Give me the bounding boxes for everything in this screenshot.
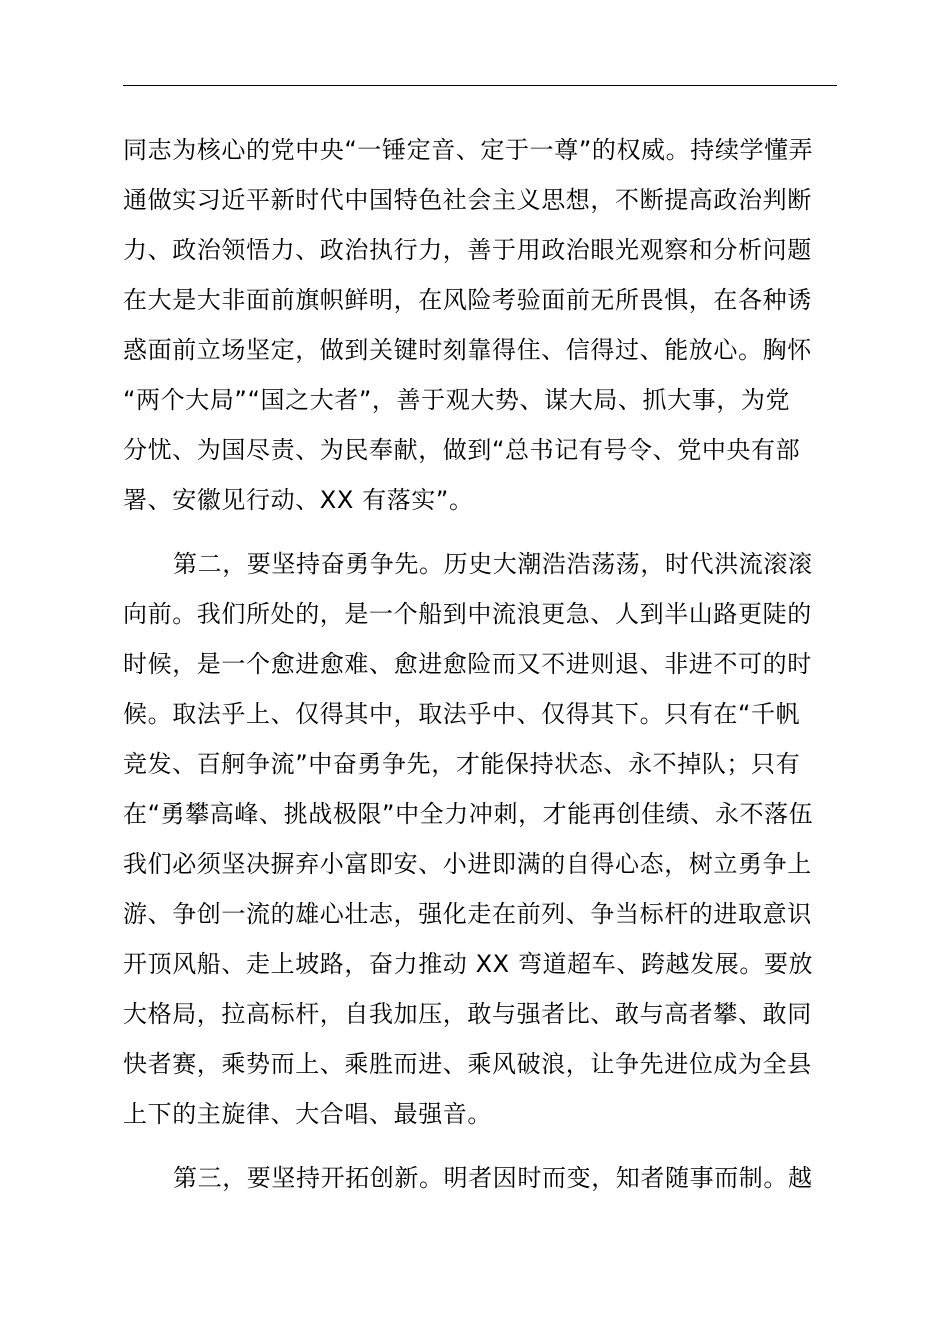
paragraph-1 [123, 125, 839, 525]
paragraph-2 [123, 539, 839, 1139]
text-line: 竞发、百舸争流”中奋勇争先，才能保持状态、永不掉队；只有 [123, 750, 801, 778]
text-line: 开顶风船、走上坡路，奋力推动 XX 弯道超车、跨越发展。要放 [123, 950, 814, 978]
text-line: 署、安徽见行动、XX 有落实”。 [123, 486, 474, 514]
text-line: 上下的主旋律、大合唱、最强音。 [123, 1100, 492, 1128]
text-line: 第二，要坚持奋勇争先。历史大潮浩浩荡荡，时代洪流滚滚 [173, 550, 813, 578]
text-line: 通做实习近平新时代中国特色社会主义思想，不断提高政治判断 [123, 186, 812, 214]
text-line: 大格局，拉高标杆，自我加压，敢与强者比、敢与高者攀、敢同 [123, 1000, 812, 1028]
paragraph-3 [123, 1153, 839, 1203]
text-line: 快者赛，乘势而上、乘胜而进、乘风破浪，让争先进位成为全县 [123, 1050, 812, 1078]
text-line: 候。取法乎上、仅得其中，取法乎中、仅得其下。只有在“千帆 [123, 700, 801, 728]
text-line: 向前。我们所处的，是一个船到中流浪更急、人到半山路更陡的 [123, 600, 812, 628]
paragraph-gap [123, 525, 839, 539]
text-line: 在大是大非面前旗帜鲜明，在风险考验面前无所畏惧，在各种诱 [123, 286, 812, 314]
header-rule [123, 85, 837, 86]
text-line: 力、政治领悟力、政治执行力，善于用政治眼光观察和分析问题 [123, 236, 812, 264]
text-line: 在“勇攀高峰、挑战极限”中全力冲刺，才能再创佳绩、永不落伍 [123, 800, 814, 828]
text-line: 我们必须坚决摒弃小富即安、小进即满的自得心态，树立勇争上 [123, 850, 812, 878]
paragraph-gap [123, 1139, 839, 1153]
text-line: 第三，要坚持开拓创新。明者因时而变，知者随事而制。越 [173, 1164, 813, 1192]
document-body [123, 125, 839, 1203]
text-line: 游、争创一流的雄心壮志，强化走在前列、争当标杆的进取意识 [123, 900, 812, 928]
text-line: 惑面前立场坚定，做到关键时刻靠得住、信得过、能放心。胸怀 [123, 336, 812, 364]
text-line: “两个大局”“国之大者”，善于观大势、谋大局、抓大事，为党 [123, 386, 791, 414]
text-line: 分忧、为国尽责、为民奉献，做到“总书记有号令、党中央有部 [123, 436, 801, 464]
text-line: 时候，是一个愈进愈难、愈进愈险而又不进则退、非进不可的时 [123, 650, 812, 678]
text-line: 同志为核心的党中央“一锤定音、定于一尊”的权威。持续学懂弄 [123, 136, 814, 164]
